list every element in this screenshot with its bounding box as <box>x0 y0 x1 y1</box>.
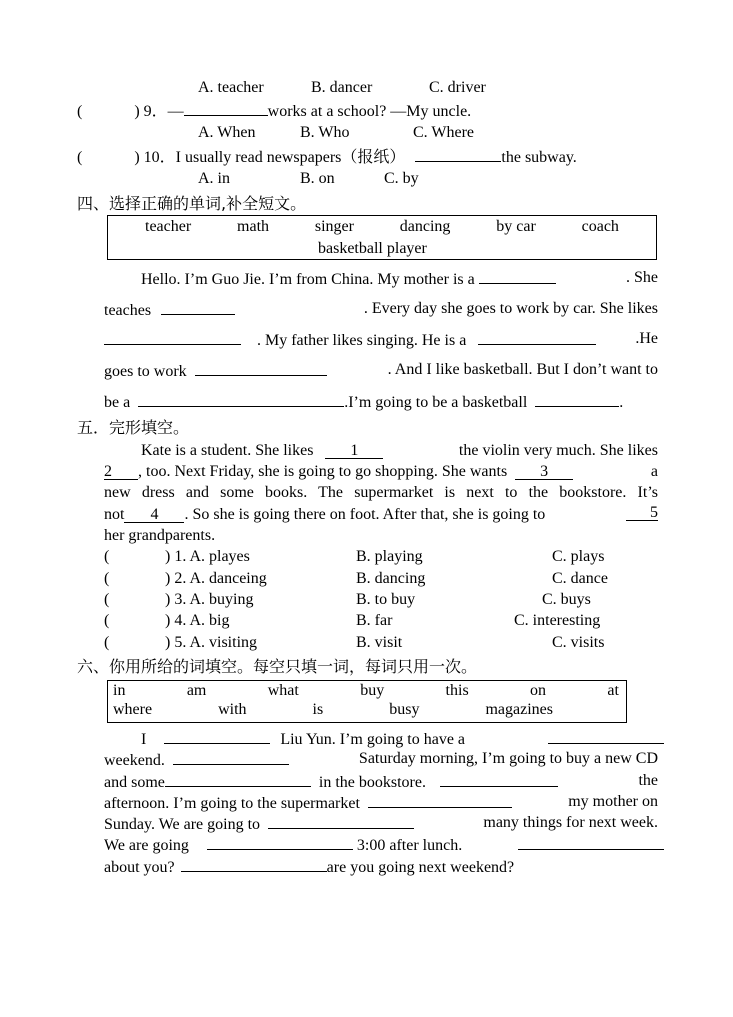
sec5-line-1 <box>141 441 658 461</box>
sec6-blank-6[interactable] <box>368 792 512 808</box>
sec6-line-6-mid: 3:00 after lunch. <box>356 837 463 854</box>
sec5-line-4-text: not <box>104 506 125 523</box>
sec6-line-1 <box>141 728 664 750</box>
cloze-question-4 <box>104 611 664 631</box>
q9-blank[interactable] <box>184 100 268 116</box>
q9-option-b: B. Who <box>300 124 350 141</box>
question-1-option-a: ) 1. A. playes <box>165 548 250 565</box>
sec6-blank-4[interactable] <box>165 771 311 787</box>
sec6-line-6 <box>104 834 664 856</box>
sec6-line-6-text: We are going <box>104 837 189 854</box>
answer-paren[interactable]: ( <box>104 634 110 651</box>
cloze-question-2 <box>104 569 664 589</box>
q9-text: works at a school? —My uncle. <box>267 103 472 120</box>
word-on: on <box>530 682 547 699</box>
sec6-line-7-text: about you? <box>104 859 175 876</box>
section-4-title: 四、选择正确的单词,补全短文。 <box>77 194 307 213</box>
sec4-line-4-text: goes to work <box>104 363 187 380</box>
q9-paren-open: ( <box>77 103 83 120</box>
q9-option-a: A. When <box>198 124 256 141</box>
cloze-question-5 <box>104 633 664 653</box>
cloze-blank-1[interactable]: 1 <box>325 443 383 459</box>
q10-paren-close: ) <box>134 149 140 166</box>
q8-option-a: A. teacher <box>198 79 264 96</box>
sec6-line-7-end: are you going next weekend? <box>326 859 515 876</box>
question-4-option-c: C. interesting <box>514 612 601 629</box>
question-2-option-c: C. dance <box>552 570 608 587</box>
cloze-blank-2[interactable]: 2 <box>104 464 138 480</box>
sec6-line-5 <box>104 813 658 835</box>
question-3-option-b: B. to buy <box>356 591 416 608</box>
word-with: with <box>218 701 247 718</box>
q10-text: 10．I usually read newspapers（报纸） <box>143 149 406 166</box>
sec6-blank-7[interactable] <box>268 813 414 829</box>
word-in: in <box>113 682 126 699</box>
sec6-line-3-end: the <box>638 772 658 789</box>
cloze-question-3 <box>104 590 664 610</box>
sec5-line-2-text: , too. Next Friday, she is going to go shopping. She wants <box>138 463 508 480</box>
sec6-line-2 <box>104 749 658 771</box>
sec6-line-3-mid: in the bookstore. <box>318 774 426 791</box>
question-3-option-a: ) 3. A. buying <box>165 591 254 608</box>
section-6-word-row-1 <box>113 681 619 701</box>
sec4-blank-5[interactable] <box>195 360 327 376</box>
answer-paren[interactable]: ( <box>104 612 110 629</box>
question-4-option-a: ) 4. A. big <box>165 612 230 629</box>
sec4-line-3 <box>104 329 658 351</box>
sec6-line-5-end: many things for next week. <box>483 814 658 831</box>
sec6-blank-8[interactable] <box>207 834 353 850</box>
question-1-option-b: B. playing <box>356 548 423 565</box>
sec6-line-3 <box>104 771 658 793</box>
sec6-blank-5[interactable] <box>440 771 558 787</box>
sec6-blank-9[interactable] <box>518 834 664 850</box>
sec6-line-2-text: weekend. <box>104 752 165 769</box>
q9-line <box>77 100 471 122</box>
cloze-blank-5[interactable]: 5 <box>626 505 658 521</box>
section-5-title: 五．完形填空。 <box>77 418 190 437</box>
q10-option-a: A. in <box>198 170 230 187</box>
sec5-line-1-end: the violin very much. She likes <box>458 442 658 459</box>
sec4-blank-3[interactable] <box>104 329 241 345</box>
sec4-blank-6[interactable] <box>138 391 344 407</box>
sec4-blank-2[interactable] <box>161 299 235 315</box>
sec5-line-5: her grandparents. <box>104 527 216 544</box>
word-by-car: by car <box>496 218 536 235</box>
q10-blank[interactable] <box>415 146 501 162</box>
word-what: what <box>267 682 299 699</box>
sec6-blank-2[interactable] <box>548 728 664 744</box>
word-singer: singer <box>314 218 354 235</box>
word-at: at <box>607 682 619 699</box>
answer-paren[interactable]: ( <box>104 548 110 565</box>
sec5-line-4-mid: . So she is going there on foot. After that, she is going to <box>184 506 546 523</box>
word-magazines: magazines <box>485 701 553 718</box>
sec4-line-3-end: .He <box>635 330 658 347</box>
sec6-line-4-end: my mother on <box>568 793 658 810</box>
q10-option-c: C. by <box>384 170 419 187</box>
sec6-line-4 <box>104 792 658 814</box>
sec6-blank-10[interactable] <box>181 856 327 872</box>
sec4-line-5-end: . <box>619 394 624 411</box>
word-dancing: dancing <box>399 218 451 235</box>
answer-paren[interactable]: ( <box>104 591 110 608</box>
question-3-option-c: C. buys <box>542 591 591 608</box>
q9-number: 9．— <box>143 103 184 120</box>
sec4-blank-4[interactable] <box>478 329 596 345</box>
word-coach: coach <box>581 218 619 235</box>
q9-option-c: C. Where <box>413 124 475 141</box>
sec4-blank-1[interactable] <box>479 268 556 284</box>
question-5-option-c: C. visits <box>552 634 605 651</box>
sec6-line-1-text: I <box>141 731 147 748</box>
sec4-line-5-mid: .I’m going to be a basketball <box>344 394 528 411</box>
sec6-line-5-text: Sunday. We are going to <box>104 816 261 833</box>
sec6-line-4-text: afternoon. I’m going to the supermarket <box>104 795 360 812</box>
sec6-line-7 <box>104 856 514 878</box>
question-4-option-b: B. far <box>356 612 393 629</box>
sec6-blank-3[interactable] <box>173 749 289 765</box>
sec4-line-2 <box>104 299 658 321</box>
q8-option-c: C. driver <box>429 79 486 96</box>
word-teacher: teacher <box>145 218 192 235</box>
word-this: this <box>445 682 469 699</box>
section-6-title: 六、你用所给的词填空。每空只填一词，每词只用一次。 <box>77 657 478 676</box>
question-5-option-a: ) 5. A. visiting <box>165 634 258 651</box>
sec4-line-5 <box>104 391 658 413</box>
sec5-line-2 <box>104 462 658 482</box>
sec5-line-1-text: Kate is a student. She likes <box>141 442 314 459</box>
q10-line <box>77 146 577 168</box>
sec4-blank-7[interactable] <box>535 391 619 407</box>
sec5-line-3: new dress and some books. The supermarket is next to the bookstore. It’s <box>104 484 658 501</box>
word-buy: buy <box>360 682 385 699</box>
cloze-blank-3[interactable]: 3 <box>515 464 573 480</box>
sec4-line-4 <box>104 360 658 382</box>
question-1-option-c: C. plays <box>552 548 605 565</box>
q8-option-b: B. dancer <box>311 79 373 96</box>
sec6-line-2-end: Saturday morning, I’m going to buy a new CD <box>358 750 658 767</box>
sec5-line-4 <box>104 505 658 525</box>
word-am: am <box>186 682 207 699</box>
word-where: where <box>113 701 153 718</box>
sec4-line-1-text: Hello. I’m Guo Jie. I’m from China. My mother is a <box>141 271 475 288</box>
answer-paren[interactable]: ( <box>104 570 110 587</box>
q10-option-b: B. on <box>300 170 335 187</box>
sec4-line-1 <box>141 268 658 290</box>
word-is: is <box>312 701 324 718</box>
sec5-line-2-end: a <box>650 463 658 480</box>
question-5-option-b: B. visit <box>356 634 403 651</box>
q9-paren-close: ) <box>134 103 140 120</box>
word-basketball-player: basketball player <box>318 240 427 257</box>
sec4-line-3-text: . My father likes singing. He is a <box>257 332 467 349</box>
question-2-option-a: ) 2. A. danceing <box>165 570 267 587</box>
cloze-question-1 <box>104 547 664 567</box>
sec6-line-3-text: and some <box>104 774 165 791</box>
sec4-line-4-end: . And I like basketball. But I don’t want to <box>387 361 658 378</box>
section-6-word-row-2 <box>113 700 553 720</box>
section-4-word-row <box>145 217 619 237</box>
word-math: math <box>237 218 270 235</box>
sec6-line-1-mid: Liu Yun. I’m going to have a <box>280 731 466 748</box>
question-2-option-b: B. dancing <box>356 570 426 587</box>
word-busy: busy <box>389 701 420 718</box>
sec4-line-1-end: . She <box>626 269 658 286</box>
q10-paren-open: ( <box>77 149 83 166</box>
sec4-line-5-text: be a <box>104 394 131 411</box>
sec4-line-2-text: teaches <box>104 302 152 319</box>
sec6-blank-1[interactable] <box>164 728 270 744</box>
q10-text-end: the subway. <box>501 149 577 166</box>
cloze-blank-4[interactable]: 4 <box>124 507 184 523</box>
sec4-line-2-end: . Every day she goes to work by car. She likes <box>363 300 658 317</box>
